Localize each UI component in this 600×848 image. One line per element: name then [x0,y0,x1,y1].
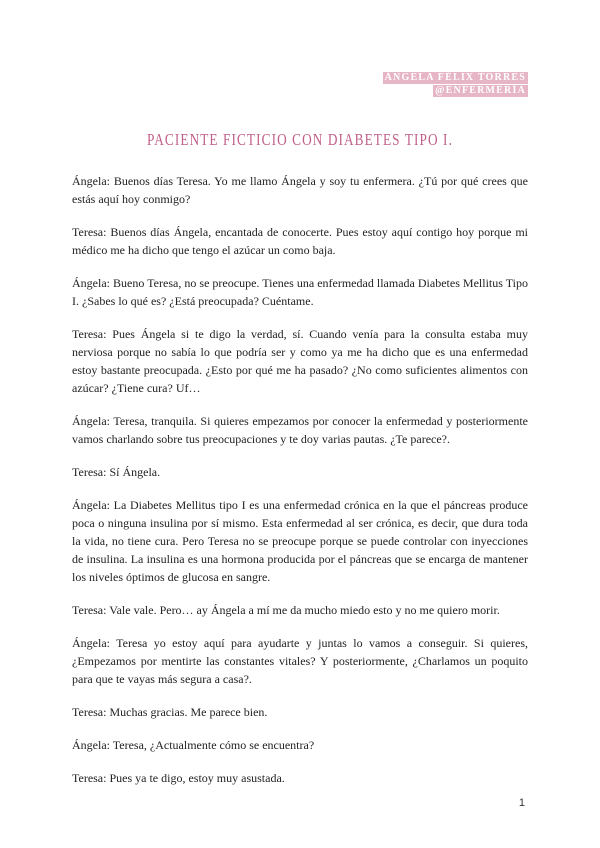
dialogue-line: Teresa: Sí Ángela. [72,465,161,479]
dialogue-line: Teresa: Pues Ángela si te digo la verdad, sí. Cuando venía para la consulta estaba muy nerviosa porque no sabía lo que podría ser y como ya me ha dicho que es una enfermedad estoy bastante preocupada. ¿Esto por qué me ha pasado? ¿No como suficientes alimentos con azúcar? ¿Tiene cura? Uf… [72,327,528,395]
dialogue-line: Ángela: Teresa, ¿Actualmente cómo se encuentra? [72,738,315,752]
dialogue-body [72,172,528,802]
document-title: PACIENTE FICTICIO CON DIABETES TIPO I. [147,130,453,149]
author-name: ÁNGELA FÉLIX TORRES [384,72,526,83]
author-handle: @ENFERMERÍA [435,85,526,96]
dialogue-line: Ángela: Buenos días Teresa. Yo me llamo Ángela y soy tu enfermera. ¿Tú por qué crees que estás aquí hoy conmigo? [72,174,528,206]
dialogue-line: Ángela: Teresa yo estoy aquí para ayudarte y juntas lo vamos a conseguir. Si quieres, ¿Empezamos por mentirte las constantes vitales? Y posteriormente, ¿Charlamos un poquito para que te vayas más segura a casa?. [72,636,528,686]
dialogue-line: Teresa: Buenos días Ángela, encantada de conocerte. Pues estoy aquí contigo hoy porque mi médico me ha dicho que tengo el azúcar un como baja. [72,225,528,257]
dialogue-line: Teresa: Pues ya te digo, estoy muy asustada. [72,771,285,785]
dialogue-line: Ángela: La Diabetes Mellitus tipo I es una enfermedad crónica en la que el páncreas produce poca o ninguna insulina por sí mismo. Esta enfermedad al ser crónica, es decir, que dura toda la vida, no tiene cura. Pero Teresa no se preocupe porque se puede controlar con inyecciones de insulina. La insulina es una hormona producida por el páncreas que se encarga de mantener los niveles óptimos de glucosa en sangre. [72,498,528,584]
dialogue-line: Ángela: Teresa, tranquila. Si quieres empezamos por conocer la enfermedad y posteriormente vamos charlando sobre tus preocupaciones y te doy varias pautas. ¿Te parece?. [72,414,528,446]
dialogue-line: Ángela: Bueno Teresa, no se preocupe. Tienes una enfermedad llamada Diabetes Mellitus Tipo I. ¿Sabes lo qué es? ¿Está preocupada? Cuéntame. [72,276,528,308]
page-number: 1 [518,797,525,809]
dialogue-line: Teresa: Vale vale. Pero… ay Ángela a mí me da mucho miedo esto y no me quiero morir. [72,603,500,617]
dialogue-line: Teresa: Muchas gracias. Me parece bien. [72,705,268,719]
